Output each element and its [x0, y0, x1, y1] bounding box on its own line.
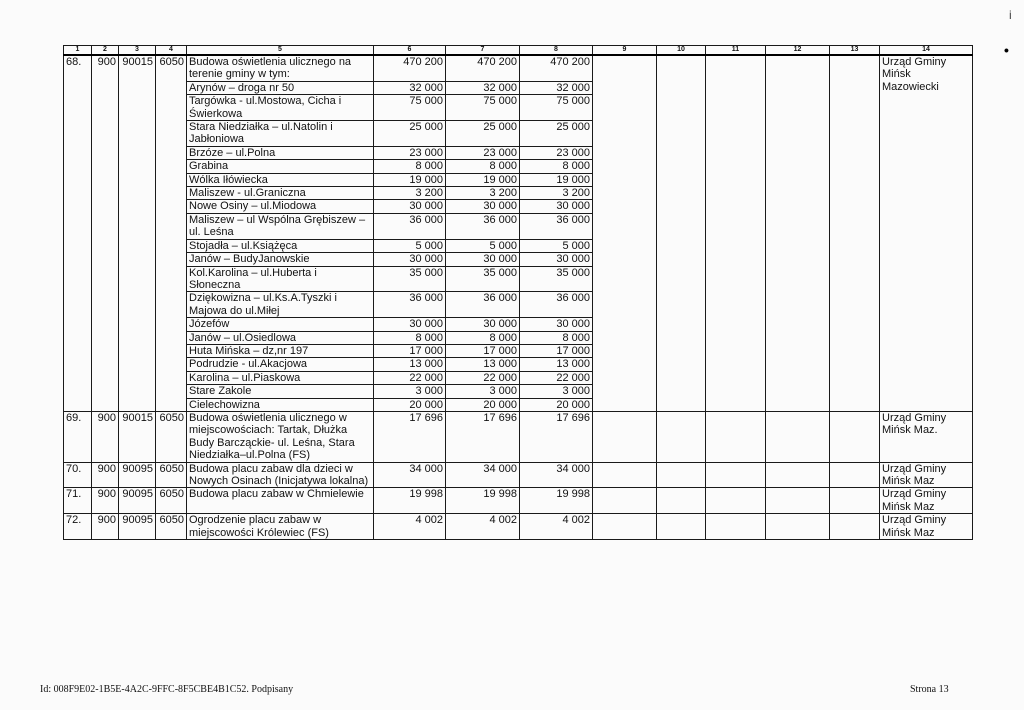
- cell-col7: 30 000: [446, 318, 520, 331]
- cell-col6: 36 000: [374, 292, 446, 318]
- table-row: [64, 411, 973, 462]
- cell-col7: 3 000: [446, 385, 520, 398]
- cell-col10: [657, 514, 706, 540]
- cell-col8: 13 000: [520, 358, 593, 371]
- cell-task-name: Nowe Osiny – ul.Miodowa: [187, 200, 374, 213]
- header-row: [64, 46, 973, 56]
- cell-col6: 36 000: [374, 213, 446, 239]
- cell-lp: 68.: [64, 55, 92, 411]
- cell-col13: [830, 462, 880, 488]
- cell-col8: 36 000: [520, 292, 593, 318]
- cell-col7: 30 000: [446, 200, 520, 213]
- column-header-7: 7: [446, 46, 520, 56]
- cell-lp: 69.: [64, 411, 92, 462]
- cell-col9: [593, 462, 657, 488]
- cell-rozdzial: 90095: [119, 514, 156, 540]
- column-header-2: 2: [92, 46, 119, 56]
- cell-col8: 3 200: [520, 187, 593, 200]
- cell-col7: 36 000: [446, 213, 520, 239]
- cell-col11: [706, 411, 766, 462]
- cell-col8: 35 000: [520, 266, 593, 292]
- column-header-5: 5: [187, 46, 374, 56]
- cell-col7: 25 000: [446, 121, 520, 147]
- cell-dzial: 900: [92, 411, 119, 462]
- cell-col7: 75 000: [446, 95, 520, 121]
- cell-col7: 35 000: [446, 266, 520, 292]
- cell-task-name: Targówka - ul.Mostowa, Cicha i Świerkowa: [187, 95, 374, 121]
- cell-col6: 32 000: [374, 81, 446, 94]
- cell-dzial: 900: [92, 462, 119, 488]
- cell-col6: 22 000: [374, 371, 446, 384]
- cell-col12: [766, 514, 830, 540]
- cell-unit: Urząd Gminy Mińsk Maz: [880, 462, 973, 488]
- cell-col11: [706, 55, 766, 411]
- cell-col6: 25 000: [374, 121, 446, 147]
- cell-task-name: Budowa oświetlenia ulicznego na terenie gminy w tym:: [187, 55, 374, 81]
- cell-col8: 20 000: [520, 398, 593, 411]
- cell-task-name: Podrudzie - ul.Akacjowa: [187, 358, 374, 371]
- page-number: Strona 13: [910, 684, 949, 695]
- cell-task-name: Grabina: [187, 160, 374, 173]
- cell-col6: 8 000: [374, 331, 446, 344]
- table-row: [64, 488, 973, 514]
- column-header-10: 10: [657, 46, 706, 56]
- cell-unit: Urząd Gminy Mińsk Mazowiecki: [880, 55, 973, 411]
- cell-col7: 17 000: [446, 344, 520, 357]
- cell-rozdzial: 90015: [119, 55, 156, 411]
- column-header-1: 1: [64, 46, 92, 56]
- cell-col6: 3 200: [374, 187, 446, 200]
- cell-task-name: Budowa oświetlenia ulicznego w miejscowościach: Tartak, Dłużka Budy Barcząckie- ul. Leśna, Stara Niedziałka–ul.Polna (FS): [187, 411, 374, 462]
- column-header-13: 13: [830, 46, 880, 56]
- cell-col8: 25 000: [520, 121, 593, 147]
- cell-col7: 19 000: [446, 173, 520, 186]
- column-header-14: 14: [880, 46, 973, 56]
- table-body: [64, 55, 973, 540]
- cell-col7: 13 000: [446, 358, 520, 371]
- cell-unit: Urząd Gminy Mińsk Maz.: [880, 411, 973, 462]
- cell-col9: [593, 411, 657, 462]
- cell-col6: 23 000: [374, 146, 446, 159]
- cell-col6: 35 000: [374, 266, 446, 292]
- cell-task-name: Dziękowizna – ul.Ks.A.Tyszki i Majowa do ul.Miłej: [187, 292, 374, 318]
- cell-col8: 3 000: [520, 385, 593, 398]
- cell-col8: 30 000: [520, 318, 593, 331]
- cell-col8: 30 000: [520, 200, 593, 213]
- cell-col6: 19 998: [374, 488, 446, 514]
- cell-col8: 4 002: [520, 514, 593, 540]
- cell-col7: 23 000: [446, 146, 520, 159]
- cell-dzial: 900: [92, 514, 119, 540]
- table-row: [64, 514, 973, 540]
- cell-paragraf: 6050: [156, 488, 187, 514]
- cell-col7: 36 000: [446, 292, 520, 318]
- cell-col11: [706, 462, 766, 488]
- table-row: [64, 462, 973, 488]
- corner-mark: i: [1009, 8, 1012, 22]
- cell-paragraf: 6050: [156, 462, 187, 488]
- cell-col6: 30 000: [374, 200, 446, 213]
- cell-col8: 30 000: [520, 253, 593, 266]
- column-header-8: 8: [520, 46, 593, 56]
- cell-col13: [830, 55, 880, 411]
- cell-lp: 71.: [64, 488, 92, 514]
- cell-col8: 32 000: [520, 81, 593, 94]
- cell-task-name: Maliszew – ul Wspólna Grębiszew – ul. Leśna: [187, 213, 374, 239]
- cell-task-name: Budowa placu zabaw dla dzieci w Nowych Osinach (Inicjatywa lokalna): [187, 462, 374, 488]
- cell-col6: 17 000: [374, 344, 446, 357]
- cell-col12: [766, 462, 830, 488]
- column-header-3: 3: [119, 46, 156, 56]
- cell-col11: [706, 488, 766, 514]
- cell-task-name: Cielechowizna: [187, 398, 374, 411]
- cell-col7: 20 000: [446, 398, 520, 411]
- cell-col10: [657, 411, 706, 462]
- cell-col9: [593, 55, 657, 411]
- cell-task-name: Karolina – ul.Piaskowa: [187, 371, 374, 384]
- cell-col12: [766, 411, 830, 462]
- cell-task-name: Stojadła – ul.Książęca: [187, 239, 374, 252]
- cell-col6: 13 000: [374, 358, 446, 371]
- cell-col12: [766, 488, 830, 514]
- cell-col9: [593, 488, 657, 514]
- cell-col6: 470 200: [374, 55, 446, 81]
- cell-task-name: Janów – BudyJanowskie: [187, 253, 374, 266]
- cell-unit: Urząd Gminy Mińsk Maz: [880, 514, 973, 540]
- table-row: [64, 55, 973, 81]
- cell-col7: 22 000: [446, 371, 520, 384]
- cell-task-name: Stara Niedziałka – ul.Natolin i Jabłoniowa: [187, 121, 374, 147]
- cell-col6: 34 000: [374, 462, 446, 488]
- cell-task-name: Józefów: [187, 318, 374, 331]
- cell-col8: 17 696: [520, 411, 593, 462]
- cell-lp: 72.: [64, 514, 92, 540]
- cell-task-name: Stare Zakole: [187, 385, 374, 398]
- cell-unit: Urząd Gminy Mińsk Maz: [880, 488, 973, 514]
- cell-rozdzial: 90095: [119, 462, 156, 488]
- cell-col10: [657, 55, 706, 411]
- cell-col8: 19 998: [520, 488, 593, 514]
- cell-dzial: 900: [92, 55, 119, 411]
- cell-rozdzial: 90015: [119, 411, 156, 462]
- cell-dzial: 900: [92, 488, 119, 514]
- cell-col7: 30 000: [446, 253, 520, 266]
- cell-col6: 5 000: [374, 239, 446, 252]
- cell-task-name: Huta Mińska – dz,nr 197: [187, 344, 374, 357]
- cell-col8: 8 000: [520, 160, 593, 173]
- cell-col8: 34 000: [520, 462, 593, 488]
- cell-paragraf: 6050: [156, 514, 187, 540]
- cell-col8: 75 000: [520, 95, 593, 121]
- column-header-11: 11: [706, 46, 766, 56]
- cell-lp: 70.: [64, 462, 92, 488]
- cell-task-name: Budowa placu zabaw w Chmielewie: [187, 488, 374, 514]
- cell-col12: [766, 55, 830, 411]
- cell-paragraf: 6050: [156, 411, 187, 462]
- cell-col13: [830, 488, 880, 514]
- cell-col7: 5 000: [446, 239, 520, 252]
- cell-task-name: Arynów – droga nr 50: [187, 81, 374, 94]
- cell-col8: 23 000: [520, 146, 593, 159]
- cell-col7: 4 002: [446, 514, 520, 540]
- cell-col11: [706, 514, 766, 540]
- cell-col10: [657, 488, 706, 514]
- cell-col8: 17 000: [520, 344, 593, 357]
- cell-col6: 30 000: [374, 253, 446, 266]
- cell-col7: 17 696: [446, 411, 520, 462]
- cell-col6: 3 000: [374, 385, 446, 398]
- cell-rozdzial: 90095: [119, 488, 156, 514]
- cell-col8: 36 000: [520, 213, 593, 239]
- cell-col7: 470 200: [446, 55, 520, 81]
- cell-col6: 75 000: [374, 95, 446, 121]
- cell-col6: 19 000: [374, 173, 446, 186]
- cell-col7: 34 000: [446, 462, 520, 488]
- cell-task-name: Maliszew - ul.Graniczna: [187, 187, 374, 200]
- cell-col6: 17 696: [374, 411, 446, 462]
- dot-mark: •: [1004, 42, 1009, 58]
- cell-task-name: Wólka Iłówiecka: [187, 173, 374, 186]
- cell-task-name: Ogrodzenie placu zabaw w miejscowości Królewiec (FS): [187, 514, 374, 540]
- cell-col8: 470 200: [520, 55, 593, 81]
- cell-col7: 8 000: [446, 331, 520, 344]
- cell-col8: 22 000: [520, 371, 593, 384]
- cell-col6: 8 000: [374, 160, 446, 173]
- cell-col6: 20 000: [374, 398, 446, 411]
- cell-paragraf: 6050: [156, 55, 187, 411]
- column-header-12: 12: [766, 46, 830, 56]
- document-id: Id: 008F9E02-1B5E-4A2C-9FFC-8F5CBE4B1C52. Podpisany: [40, 684, 294, 695]
- cell-col7: 19 998: [446, 488, 520, 514]
- column-header-6: 6: [374, 46, 446, 56]
- cell-col8: 5 000: [520, 239, 593, 252]
- cell-col13: [830, 514, 880, 540]
- cell-col8: 8 000: [520, 331, 593, 344]
- budget-table: [63, 45, 973, 540]
- cell-col13: [830, 411, 880, 462]
- cell-col7: 32 000: [446, 81, 520, 94]
- cell-col6: 4 002: [374, 514, 446, 540]
- column-header-9: 9: [593, 46, 657, 56]
- cell-task-name: Brzóze – ul.Polna: [187, 146, 374, 159]
- cell-col6: 30 000: [374, 318, 446, 331]
- cell-col10: [657, 462, 706, 488]
- cell-col7: 8 000: [446, 160, 520, 173]
- cell-task-name: Janów – ul.Osiedlowa: [187, 331, 374, 344]
- cell-col9: [593, 514, 657, 540]
- cell-col7: 3 200: [446, 187, 520, 200]
- cell-task-name: Kol.Karolina – ul.Huberta i Słoneczna: [187, 266, 374, 292]
- column-header-4: 4: [156, 46, 187, 56]
- cell-col8: 19 000: [520, 173, 593, 186]
